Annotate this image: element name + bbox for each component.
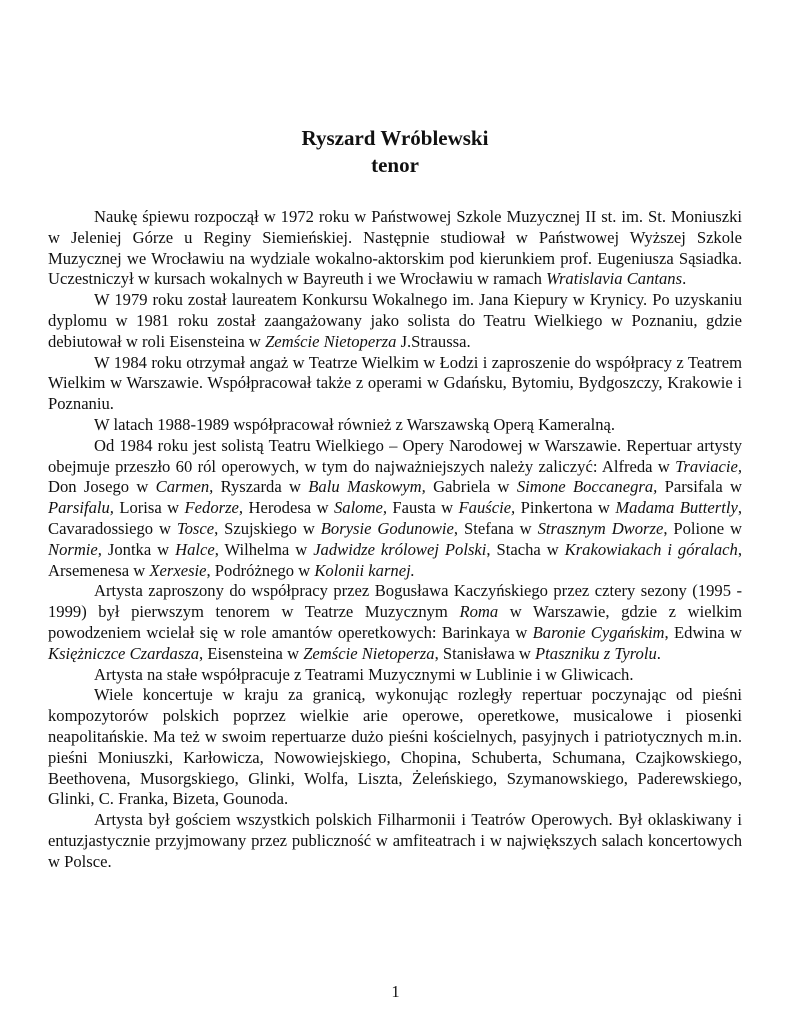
- paragraph-text: W 1984 roku otrzymał angaż w Teatrze Wielkim w Łodzi i zaproszenie do współpracy z Teatrem Wielkim w Warszawie. Współpracował także z operami w Gdańsku, Bytomiu, Bydgoszczy, Krakowie i Poznaniu.: [48, 352, 742, 414]
- italic-title-text: Roma: [459, 602, 499, 622]
- italic-title-text: Krakowiakach i góralach: [564, 539, 738, 559]
- italic-title-text: Księżniczce Czardasza: [48, 643, 200, 663]
- italic-title-text: Baronie Cygańskim: [532, 622, 665, 642]
- paragraph-text: Parsifala w: [657, 477, 742, 497]
- paragraph-text: Artysta zaproszony do współpracy przez Bogusława Kaczyńskiego przez cztery sezony (1995 - 1999) był pierwszym tenorem w Teatrze Muzycznym: [48, 581, 742, 622]
- italic-title-text: Balu Maskowym,: [308, 477, 426, 497]
- paragraph-text: Don Josego w: [48, 477, 156, 497]
- singer-name: Ryszard Wróblewski: [301, 126, 489, 150]
- italic-title-text: Simone Boccanegra,: [516, 477, 658, 497]
- italic-title-text: Ptaszniku z Tyrolu: [535, 643, 657, 663]
- paragraph-text: Pinkertona w: [515, 498, 616, 518]
- paragraph-text: , Szujskiego w: [214, 518, 321, 538]
- paragraph-text: , Podróżnego w: [206, 560, 315, 580]
- italic-title-text: Zemście Nietoperza: [265, 331, 397, 351]
- italic-title-text: Traviacie,: [675, 456, 742, 476]
- paragraph-text: Wiele koncertuje w kraju za granicą, wykonując rozległy repertuar poczynając od pieśni kompozytorów polskich poprzez wielkie arie operowe, operetkowe, musicalowe i piosenki neapolitańskie. Ma też w swoim repertuarze dużo pieśni kościelnych, pasyjnych i patriotycznych m.in. pieśni Moniuszki, Karłowicza, Nowowiejskiego, Chopina, Schuberta, Schumana, Czajkowskiego, Beethovena, Musorgskiego, Glinki, Wolfa, Liszta, Żeleńskiego, Szymanowskiego, Paderewskiego, Glinki, C. Franka, Bizeta, Gounoda.: [48, 685, 742, 809]
- italic-title-text: Tosce: [176, 518, 215, 538]
- italic-title-text: Salome,: [333, 498, 387, 518]
- italic-title-text: Zemście Nietoperza: [303, 643, 435, 663]
- italic-title-text: Xerxesie: [149, 560, 207, 580]
- paragraph-text: , Polione w: [663, 518, 742, 538]
- italic-title-text: Strasznym Dworze: [537, 518, 664, 538]
- document-title: [48, 125, 742, 179]
- paragraph: [48, 415, 742, 436]
- paragraph: [48, 207, 742, 290]
- paragraph-text: Jontka w: [101, 539, 176, 559]
- paragraph: [48, 353, 742, 415]
- paragraph-text: .: [656, 643, 661, 663]
- italic-title-text: Fauście,: [458, 498, 516, 518]
- paragraph-text: Od 1984 roku jest solistą Teatru Wielkiego – Opery Narodowej w Warszawie. Repertuar artysty obejmuje przeszło 60 ról operowych, w tym do najważniejszych należy zaliczyć: Alfreda w: [48, 435, 742, 476]
- paragraph-text: W 1979 roku został laureatem Konkursu Wokalnego im. Jana Kiepury w Krynicy. Po uzyskaniu dyplomu w 1981 roku został zaangażowany jako solista do Teatru Wielkiego w Poznaniu, gdzie debiutował w roli Eisensteina w: [48, 290, 742, 351]
- paragraph-text: , Stanisława w: [434, 643, 536, 663]
- italic-title-text: Carmen,: [155, 477, 214, 497]
- italic-title-text: Wratislavia Cantans: [546, 269, 683, 289]
- italic-title-text: Parsifalu,: [48, 498, 114, 518]
- paragraph-text: J.Straussa.: [396, 331, 471, 351]
- paragraph-text: Fausta w: [386, 498, 459, 518]
- paragraph-text: , Cavaradossiego w: [48, 498, 742, 538]
- paragraph-text: .: [682, 269, 687, 289]
- paragraph-text: , Arsemenesa w: [48, 539, 742, 580]
- paragraph-text: w Warszawie, gdzie z wielkim powodzeniem wcielał się w role amantów operetkowych: Barinkaya w: [48, 602, 742, 642]
- paragraph-text: Gabriela w: [425, 477, 517, 497]
- paragraph-text: , Stefana w: [453, 518, 538, 538]
- biography-text: [48, 207, 742, 873]
- italic-title-text: Madama Buttertly: [615, 498, 738, 518]
- paragraph: [48, 581, 742, 664]
- paragraph-text: Artysta był gościem wszystkich polskich Filharmonii i Teatrów Operowych. Był oklaskiwany i entuzjastycznie przyjmowany przez publiczność w amfiteatrach i w największych salach koncertowych w Polsce.: [48, 810, 742, 871]
- italic-title-text: Fedorze,: [184, 498, 244, 518]
- paragraph-text: , Eisensteina w: [199, 643, 304, 663]
- paragraph: [48, 665, 742, 686]
- paragraph: [48, 290, 742, 352]
- paragraph: [48, 436, 742, 582]
- paragraph-text: , Stacha w: [486, 539, 565, 559]
- page-number: 1: [391, 982, 400, 1001]
- paragraph: [48, 810, 742, 872]
- paragraph-text: Artysta na stałe współpracuje z Teatrami Muzycznymi w Lublinie i w Gliwicach.: [94, 664, 634, 684]
- paragraph-text: W latach 1988-1989 współpracował również z Warszawską Operą Kameralną.: [94, 414, 616, 434]
- paragraph-text: , Edwina w: [664, 622, 742, 642]
- italic-title-text: Halce: [175, 539, 215, 559]
- paragraph: [48, 685, 742, 810]
- paragraph-text: Ryszarda w: [213, 477, 309, 497]
- paragraph-text: Naukę śpiewu rozpoczął w 1972 roku w Państwowej Szkole Muzycznej II st. im. St. Moniuszki w Jeleniej Górze u Reginy Siemieńskiej. Następnie studiował w Państwowej Wyższej Szkole Muzycznej we Wrocławiu na wydziale wokalno-aktorskim pod kierunkiem prof. Eugeniusza Sąsiadka. Uczestniczył w kursach wokalnych w Bayreuth i we Wrocławiu w ramach: [48, 207, 742, 289]
- italic-title-text: Jadwidze królowej Polski: [313, 539, 487, 559]
- italic-title-text: Borysie Godunowie: [320, 518, 454, 538]
- paragraph-text: Herodesa w: [243, 498, 334, 518]
- voice-type: tenor: [371, 153, 419, 177]
- paragraph-text: Lorisa w: [113, 498, 185, 518]
- italic-title-text: Normie,: [48, 539, 102, 559]
- paragraph-text: , Wilhelma w: [214, 539, 314, 559]
- italic-title-text: Kolonii karnej.: [314, 560, 415, 580]
